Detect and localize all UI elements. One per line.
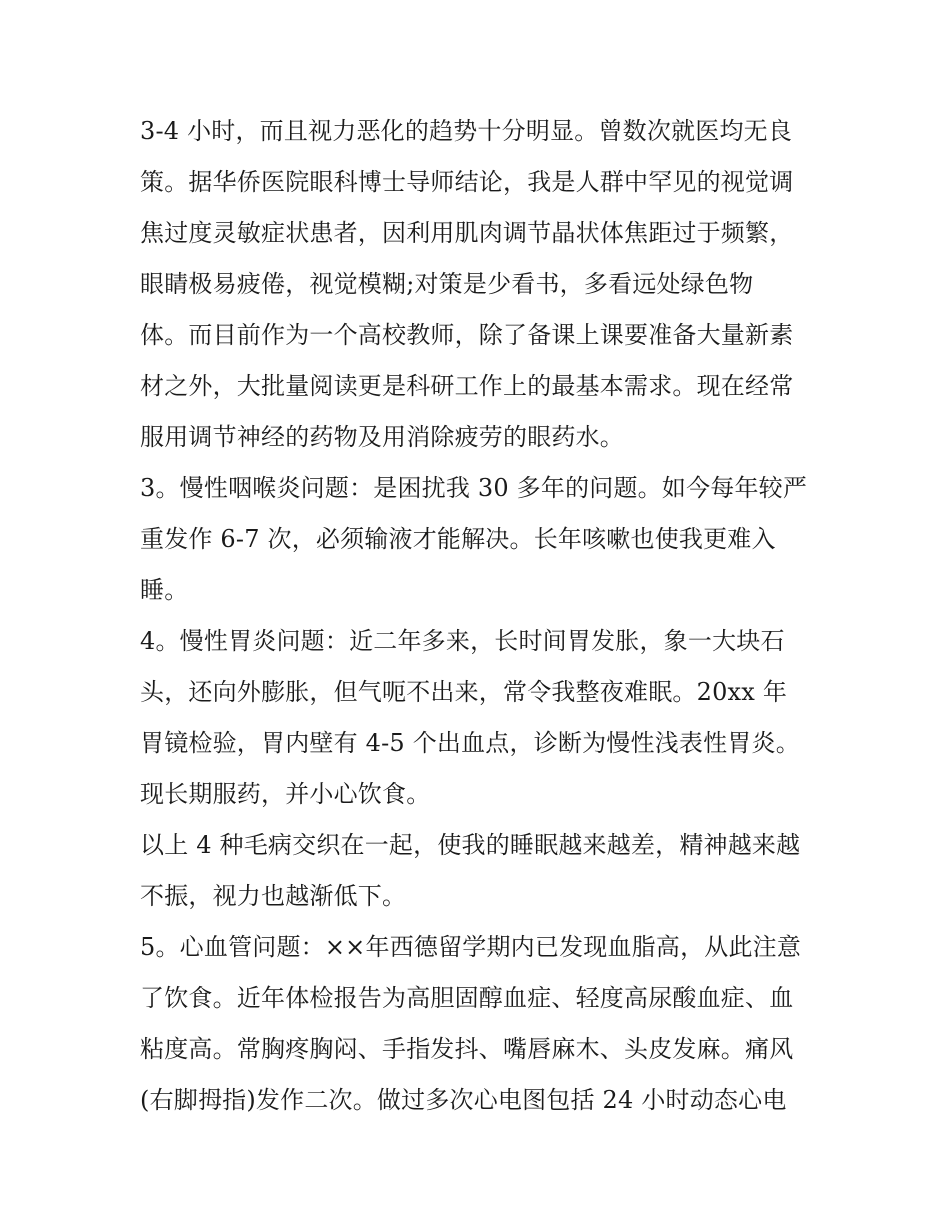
text-line: 粘度高。常胸疼胸闷、手指发抖、嘴唇麻木、头皮发麻。痛风 [140, 1035, 794, 1063]
text-line: 3-4 小时，而且视力恶化的趋势十分明显。曾数次就医均无良 [140, 117, 793, 145]
text-line: 眼睛极易疲倦，视觉模糊;对策是少看书，多看远处绿色物 [140, 270, 754, 298]
text-line: 材之外，大批量阅读更是科研工作上的最基本需求。现在经常 [140, 372, 794, 400]
text-line: 焦过度灵敏症状患者，因利用肌肉调节晶状体焦距过于频繁， [140, 219, 794, 247]
text-line: 体。而目前作为一个高校教师，除了备课上课要准备大量新素 [140, 321, 794, 349]
text-line: 胃镜检验，胃内壁有 4-5 个出血点，诊断为慢性浅表性胃炎。 [140, 729, 800, 757]
text-line: 5。心血管问题：××年西德留学期内已发现血脂高，从此注意 [140, 933, 802, 961]
text-line: 3。慢性咽喉炎问题：是困扰我 30 多年的问题。如今每年较严 [140, 474, 808, 502]
text-line: 以上 4 种毛病交织在一起，使我的睡眠越来越差，精神越来越 [140, 831, 801, 859]
text-line: 头，还向外膨胀，但气呃不出来，常令我整夜难眠。20xx 年 [140, 678, 788, 706]
text-line: 重发作 6-7 次，必须输液才能解决。长年咳嗽也使我更难入 [140, 525, 776, 553]
text-line: 了饮食。近年体检报告为高胆固醇血症、轻度高尿酸血症、血 [140, 984, 794, 1012]
text-line: 服用调节神经的药物及用消除疲劳的眼药水。 [140, 423, 624, 451]
text-line: 睡。 [140, 576, 189, 604]
text-line: 不振，视力也越渐低下。 [140, 882, 407, 910]
text-line: 策。据华侨医院眼科博士导师结论，我是人群中罕见的视觉调 [140, 168, 794, 196]
document-body [140, 106, 820, 1126]
text-line: (右脚拇指)发作二次。做过多次心电图包括 24 小时动态心电 [140, 1086, 787, 1114]
text-line: 4。慢性胃炎问题：近二年多来，长时间胃发胀，象一大块石 [140, 627, 785, 655]
text-line: 现长期服药，并小心饮食。 [140, 780, 431, 808]
